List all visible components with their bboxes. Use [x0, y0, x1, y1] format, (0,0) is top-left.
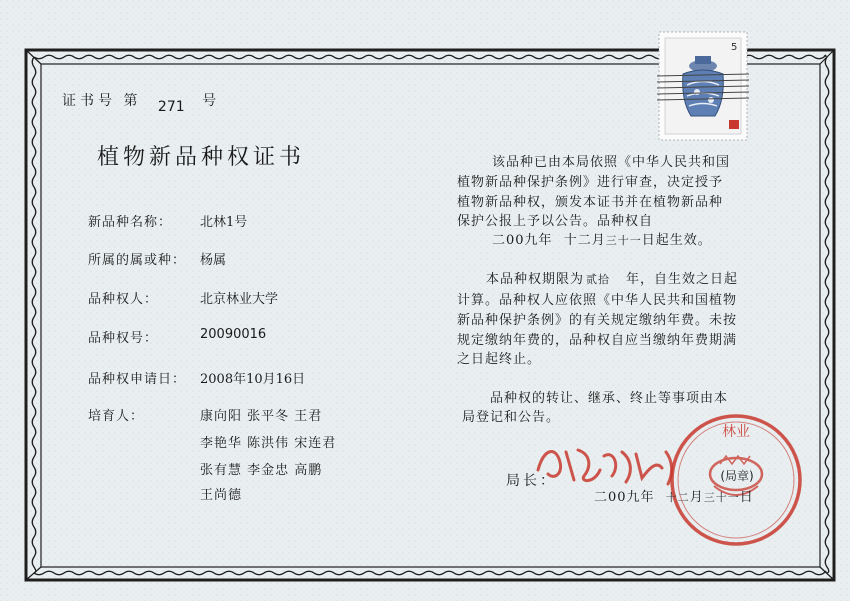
effective-date-line [492, 229, 712, 248]
field-label-genus: 所属的属或种： [88, 253, 187, 268]
field-label-breeders: 培育人： [88, 409, 145, 424]
issue-date-day: 三十一 [703, 491, 740, 504]
certificate-number: 271 [157, 99, 185, 115]
field-value-right-number: 20090016 [200, 327, 267, 342]
breeder-line-2: 李艳华 陈洪伟 宋连君 [200, 436, 337, 451]
director-label: 局长： [506, 473, 557, 489]
issue-date-month: 十二 [665, 491, 690, 504]
grant-text-line-4: 保护公报上予以公告。品种权自 [457, 214, 654, 229]
issue-date [594, 486, 754, 505]
breeder-line-3: 张有慧 李金忠 高鹏 [200, 463, 323, 478]
seal-center-text: (局章) [720, 469, 754, 483]
field-label-application-date: 品种权申请日： [88, 372, 187, 387]
effective-date-month-suffix: 月 [591, 233, 606, 248]
field-label-variety-name: 新品种名称： [88, 215, 173, 230]
postage-stamp [657, 30, 749, 142]
field-value-genus: 杨属 [200, 253, 227, 268]
effective-date-day: 三十一 [605, 234, 642, 247]
breeder-line-4: 王尚德 [200, 488, 243, 503]
certificate-number-line [62, 90, 220, 115]
transfer-text-line-2: 局登记和公告。 [462, 410, 561, 425]
certificate-number-label: 证书号 [62, 93, 116, 109]
effective-date-year-suffix: 年 [538, 233, 553, 248]
field-label-right-holder: 品种权人： [88, 292, 159, 307]
issue-date-day-suffix: 日 [739, 490, 754, 505]
issue-date-month-suffix: 月 [689, 490, 704, 505]
svg-text:5: 5 [731, 42, 738, 53]
term-lead: 本品种权期限为 [486, 272, 585, 287]
effective-date-tail: 日起生效。 [641, 233, 712, 248]
term-line-1 [486, 268, 738, 287]
issue-date-year-suffix: 年 [640, 490, 655, 505]
certificate-number-prefix: 第 [123, 93, 141, 109]
grant-text-line-1: 该品种已由本局依照《中华人民共和国 [492, 155, 731, 170]
term-line-5: 之日起终止。 [457, 352, 542, 367]
grant-text-line-2: 植物新品种保护条例》进行审查，决定授予 [457, 175, 724, 190]
seal-top-text: 林业 [722, 424, 750, 440]
effective-date-month: 十二 [563, 233, 592, 248]
field-value-variety-name: 北林1号 [200, 215, 248, 230]
term-line-4: 规定缴纳年费的，品种权自应当缴纳年费期满 [457, 333, 738, 348]
term-after: 年，自生效之日起 [626, 272, 739, 287]
term-line-2: 计算。品种权人应依照《中华人民共和国植物 [457, 293, 738, 308]
grant-text-line-3: 植物新品种权，颁发本证书并在植物新品种 [457, 195, 724, 210]
certificate-title: 植物新品种权证书 [97, 145, 306, 170]
breeder-line-1: 康向阳 张平冬 王君 [200, 409, 323, 424]
field-value-right-holder: 北京林业大学 [200, 292, 279, 307]
certificate-number-suffix: 号 [202, 93, 220, 109]
term-line-3: 新品种保护条例》的有关规定缴纳年费。未按 [457, 313, 738, 328]
issue-date-year: 二00九 [594, 490, 641, 505]
effective-date-year: 二00九 [492, 233, 539, 248]
field-value-application-date: 2008年10月16日 [200, 372, 306, 387]
transfer-text-line-1: 品种权的转让、继承、终止等事项由本 [490, 391, 729, 406]
term-years: 贰拾 [586, 273, 611, 286]
field-label-right-number: 品种权号： [88, 331, 159, 346]
